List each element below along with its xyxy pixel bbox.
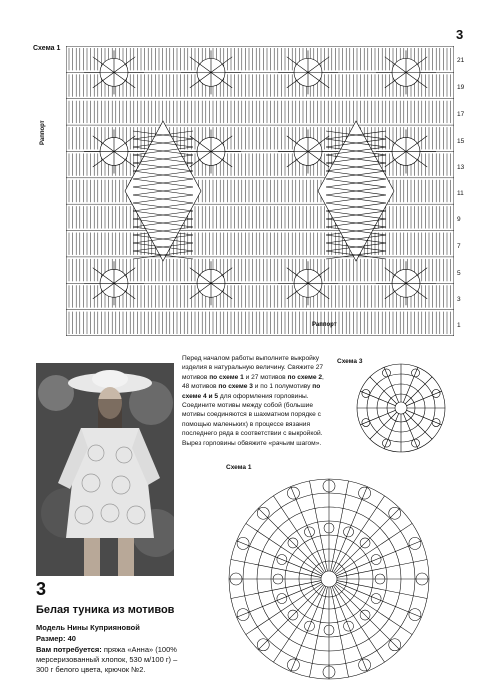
row-number: 19 bbox=[457, 84, 465, 91]
instructions-part: и по 1 полумотиву bbox=[252, 383, 313, 391]
row-number: 17 bbox=[457, 111, 465, 118]
size-label: Размер: bbox=[36, 634, 66, 643]
row-number: 21 bbox=[457, 57, 465, 64]
instructions-bold: по схеме 4 и 5 bbox=[182, 383, 321, 400]
row-number: 13 bbox=[457, 164, 465, 171]
page-number: 3 bbox=[456, 27, 464, 42]
article-number: 3 bbox=[36, 579, 47, 599]
chart-main-label: Схема 1 bbox=[33, 45, 61, 52]
rapport-horizontal-label: Раппорт bbox=[312, 322, 337, 328]
instructions-part: , 48 мотивов bbox=[182, 373, 324, 391]
row-number: 15 bbox=[457, 138, 465, 145]
rapport-vertical-label: Раппорт bbox=[40, 120, 46, 145]
instructions-bold: по схеме 1 bbox=[209, 373, 244, 381]
article-size bbox=[36, 634, 76, 643]
crochet-chart-large-motif bbox=[213, 470, 445, 688]
crochet-chart-main bbox=[66, 46, 454, 336]
article-model-author: Модель Нины Куприяновой bbox=[36, 623, 140, 632]
instructions-bold: по схеме 3 bbox=[218, 383, 253, 391]
row-number: 1 bbox=[457, 322, 461, 329]
materials-label: Вам потребуется: bbox=[36, 645, 102, 654]
instructions-bold: по схеме 2 bbox=[287, 373, 323, 381]
crochet-chart-small-motif bbox=[355, 362, 447, 454]
instructions-part: Перед началом работы выполните выкройку изделия в натуральную величину. Свяжите 27 мотивов bbox=[182, 355, 324, 381]
row-number: 5 bbox=[457, 270, 461, 277]
chart3-label: Схема 3 bbox=[337, 358, 363, 365]
row-number: 11 bbox=[457, 190, 464, 197]
model-photo bbox=[36, 363, 174, 576]
materials-value: пряжа «Анна» (100% мерсеризованный хлопок, 530 м/100 г) – 300 г белого цвета, крючок №2. bbox=[36, 645, 178, 674]
row-number: 9 bbox=[457, 216, 461, 223]
row-number: 3 bbox=[457, 296, 461, 303]
instructions-part: для оформления горловины. Соедините мотивы между собой (большие мотивы соединяются в шахматном порядке с помощью маленьких) в процессе вязания последнего ряда в соответствии с выкройкой. Вырез горловины обвяжите «рачьим шагом». bbox=[182, 392, 323, 447]
instructions-part: и 27 мотивов bbox=[243, 373, 288, 381]
row-number: 7 bbox=[457, 243, 461, 250]
article-title: Белая туника из мотивов bbox=[36, 604, 175, 616]
instructions-text bbox=[182, 354, 332, 448]
size-value: 40 bbox=[67, 634, 76, 643]
article-materials bbox=[36, 645, 186, 675]
chart1-motif-label: Схема 1 bbox=[226, 464, 252, 471]
